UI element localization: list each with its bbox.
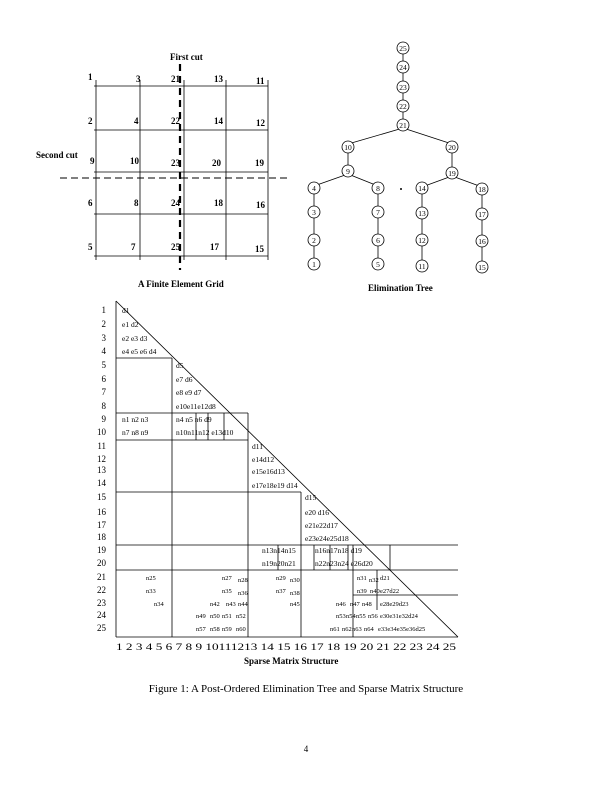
svg-text:6: 6 (88, 198, 93, 208)
svg-text:13: 13 (418, 209, 426, 218)
svg-text:11: 11 (418, 262, 426, 271)
svg-text:e30e31e32d24: e30e31e32d24 (380, 613, 418, 620)
figure-caption: Figure 1: A Post-Ordered Elimination Tree and Sparse Matrix Structure (148, 683, 464, 695)
svg-text:12: 12 (418, 236, 426, 245)
svg-text:n36: n36 (238, 590, 248, 597)
row20-left: n19n20n21 (262, 559, 296, 568)
svg-text:2: 2 (312, 236, 316, 245)
blk1-row2: e1 d2 (122, 320, 139, 329)
svg-text:1: 1 (88, 72, 93, 82)
tree-node-14 (416, 182, 428, 194)
svg-text:14: 14 (97, 478, 106, 488)
blk3-row2: e14d12 (252, 455, 275, 464)
blk4-row2: e20 d16 (305, 508, 329, 517)
svg-text:n62: n62 (342, 626, 352, 633)
svg-text:9: 9 (90, 156, 95, 166)
svg-text:23: 23 (97, 598, 106, 608)
tree-node-9 (342, 165, 354, 177)
svg-text:e27d22: e27d22 (380, 588, 400, 595)
first-cut-label: First cut (170, 52, 203, 62)
svg-text:15: 15 (255, 244, 264, 254)
svg-text:n57: n57 (196, 626, 206, 633)
svg-text:15: 15 (97, 492, 106, 502)
tree-node-17 (476, 208, 488, 220)
svg-text:5: 5 (88, 242, 93, 252)
svg-text:17: 17 (210, 242, 219, 252)
blk3-row4: e17e18e19 d14 (252, 481, 298, 490)
svg-text:7: 7 (131, 242, 136, 252)
svg-text:1: 1 (312, 260, 316, 269)
svg-text:n25: n25 (146, 575, 156, 582)
page-number: 4 (303, 744, 309, 754)
svg-text:n53: n53 (336, 613, 346, 620)
tree-node-10 (342, 141, 354, 153)
blk1-row4: e4 e5 e6 d4 (122, 347, 157, 356)
svg-text:n27: n27 (222, 575, 232, 582)
tree-node-25 (397, 42, 409, 54)
svg-text:8: 8 (134, 198, 139, 208)
svg-text:5: 5 (376, 260, 380, 269)
row20-right: n22n23n24 e26d20 (315, 559, 373, 568)
matrix-title: Sparse Matrix Structure (244, 656, 339, 666)
svg-text:n55: n55 (356, 613, 366, 620)
svg-text:n30: n30 (290, 577, 300, 584)
svg-text:n35: n35 (222, 588, 232, 595)
svg-text:9: 9 (101, 414, 106, 424)
matrix-entries (122, 306, 373, 568)
tree-node-21 (397, 119, 409, 131)
blk4-row3: e21e22d17 (305, 521, 338, 530)
matrix-column-labels: 1 2 3 4 5 6 7 8 9 10111213 14 15 16 17 18 19 20 21 22 23 24 25 (116, 643, 457, 653)
svg-text:15: 15 (478, 263, 486, 272)
svg-text:18: 18 (478, 185, 486, 194)
svg-text:21: 21 (399, 121, 407, 130)
svg-text:10: 10 (130, 156, 139, 166)
row10-left: n7 n8 n9 (122, 428, 149, 437)
svg-text:n51: n51 (222, 613, 232, 620)
svg-text:n37: n37 (276, 588, 286, 595)
tree-node-20 (446, 141, 458, 153)
tree-node-5 (372, 258, 384, 270)
tree-node-7 (372, 206, 384, 218)
tree-node-2 (308, 234, 320, 246)
tree-node-4 (308, 182, 320, 194)
svg-text:8: 8 (101, 401, 106, 411)
svg-text:6: 6 (101, 374, 106, 384)
svg-text:16: 16 (256, 200, 265, 210)
matrix-frame (116, 301, 458, 637)
svg-text:16: 16 (478, 237, 486, 246)
blk1-row1: d1 (122, 306, 130, 315)
grid-node-labels (88, 72, 266, 254)
svg-text:n44: n44 (238, 601, 248, 608)
tree-title: Elimination Tree (368, 283, 433, 293)
blk2-row1: d5 (176, 361, 184, 370)
svg-text:n47: n47 (350, 601, 360, 608)
svg-text:n49: n49 (196, 613, 206, 620)
svg-text:6: 6 (376, 236, 380, 245)
tree-node-16 (476, 235, 488, 247)
second-cut-label: Second cut (36, 150, 78, 160)
svg-text:19: 19 (97, 545, 106, 555)
svg-text:20: 20 (448, 143, 456, 152)
svg-text:22: 22 (171, 116, 180, 126)
blk2-row2: e7 d6 (176, 375, 193, 384)
tree-node-19 (446, 167, 458, 179)
svg-text:3: 3 (136, 74, 141, 84)
tree-node-18 (476, 183, 488, 195)
svg-text:n32: n32 (369, 577, 379, 584)
svg-text:1: 1 (101, 305, 106, 315)
svg-text:2: 2 (88, 116, 93, 126)
svg-text:n38: n38 (290, 590, 300, 597)
svg-text:20: 20 (97, 558, 106, 568)
tree-node-24 (397, 61, 409, 73)
svg-text:n54: n54 (346, 613, 356, 620)
svg-text:9: 9 (346, 167, 350, 176)
blk2-row4: e10e11e12d8 (176, 402, 216, 411)
svg-text:22: 22 (399, 102, 407, 111)
svg-text:23: 23 (171, 158, 180, 168)
svg-text:16: 16 (97, 507, 106, 517)
blk2-row3: e8 e9 d7 (176, 388, 202, 397)
svg-text:14: 14 (418, 184, 426, 193)
svg-text:11: 11 (256, 76, 265, 86)
svg-text:20: 20 (212, 158, 221, 168)
svg-text:e33e34e35e36d25: e33e34e35e36d25 (378, 626, 426, 633)
svg-text:8: 8 (376, 184, 380, 193)
svg-text:n31: n31 (357, 575, 367, 582)
svg-text:d21: d21 (380, 575, 390, 582)
svg-text:7: 7 (376, 208, 380, 217)
svg-text:21: 21 (171, 74, 180, 84)
blk4-row1: d15 (305, 493, 317, 502)
blk4-row4: e23e24e25d18 (305, 534, 349, 543)
svg-text:n60: n60 (236, 626, 246, 633)
tree-node-8 (372, 182, 384, 194)
svg-text:n43: n43 (226, 601, 236, 608)
svg-text:12: 12 (256, 118, 265, 128)
svg-text:24: 24 (97, 610, 106, 620)
tree-dot (400, 188, 402, 190)
svg-text:10: 10 (344, 143, 352, 152)
svg-text:n46: n46 (336, 601, 346, 608)
svg-text:n56: n56 (368, 613, 378, 620)
tree-node-6 (372, 234, 384, 246)
svg-text:18: 18 (214, 198, 223, 208)
tree-node-12 (416, 234, 428, 246)
svg-text:23: 23 (399, 83, 407, 92)
svg-text:13: 13 (214, 74, 223, 84)
row19-left: n13n14n15 (262, 546, 296, 555)
svg-text:e28e29d23: e28e29d23 (380, 601, 409, 608)
matrix-lower-entries (146, 575, 425, 633)
svg-text:10: 10 (97, 427, 106, 437)
elimination-tree-edges (314, 48, 482, 266)
blk3-row1: d11 (252, 442, 263, 451)
svg-text:n58: n58 (210, 626, 220, 633)
row19-right: n16n17n18 d19 (315, 546, 362, 555)
svg-text:12: 12 (97, 454, 106, 464)
row9-left: n1 n2 n3 (122, 415, 149, 424)
svg-text:n34: n34 (154, 601, 164, 608)
svg-text:17: 17 (478, 210, 486, 219)
svg-text:3: 3 (312, 208, 316, 217)
svg-text:19: 19 (448, 169, 456, 178)
svg-text:18: 18 (97, 532, 106, 542)
svg-text:n42: n42 (210, 601, 220, 608)
tree-node-1 (308, 258, 320, 270)
svg-text:n40: n40 (370, 588, 380, 595)
svg-text:5: 5 (101, 360, 106, 370)
blk1-row3: e2 e3 d3 (122, 334, 148, 343)
svg-text:17: 17 (97, 520, 106, 530)
svg-text:7: 7 (101, 387, 106, 397)
svg-text:22: 22 (97, 585, 106, 595)
svg-text:n39: n39 (357, 588, 367, 595)
tree-node-15 (476, 261, 488, 273)
tree-node-11 (416, 260, 428, 272)
svg-text:24: 24 (171, 198, 180, 208)
svg-text:n52: n52 (236, 613, 246, 620)
svg-text:25: 25 (399, 44, 407, 53)
svg-text:19: 19 (255, 158, 264, 168)
svg-text:2: 2 (101, 319, 106, 329)
tree-node-23 (397, 81, 409, 93)
svg-text:4: 4 (312, 184, 316, 193)
svg-text:21: 21 (97, 572, 106, 582)
row9-right: n4 n5 n6 d9 (176, 415, 212, 424)
svg-text:n61: n61 (330, 626, 340, 633)
svg-text:4: 4 (134, 116, 139, 126)
matrix-row-labels (97, 305, 107, 633)
tree-node-13 (416, 207, 428, 219)
svg-text:n64: n64 (364, 626, 374, 633)
svg-text:11: 11 (97, 441, 106, 451)
svg-text:n59: n59 (222, 626, 232, 633)
svg-text:4: 4 (101, 346, 106, 356)
blk3-row3: e15e16d13 (252, 467, 285, 476)
svg-text:n50: n50 (210, 613, 220, 620)
svg-text:25: 25 (171, 242, 180, 252)
tree-node-22 (397, 100, 409, 112)
elimination-tree-nodes (308, 42, 488, 273)
svg-text:n28: n28 (238, 577, 248, 584)
svg-text:n29: n29 (276, 575, 286, 582)
svg-text:n45: n45 (290, 601, 300, 608)
row10-right: n10n11n12 e13d10 (176, 428, 234, 437)
svg-text:25: 25 (97, 623, 106, 633)
svg-text:24: 24 (399, 63, 407, 72)
svg-text:n48: n48 (362, 601, 372, 608)
svg-text:n33: n33 (146, 588, 156, 595)
svg-text:13: 13 (97, 465, 106, 475)
svg-text:14: 14 (214, 116, 223, 126)
tree-node-3 (308, 206, 320, 218)
svg-text:n63: n63 (352, 626, 362, 633)
grid-title: A Finite Element Grid (138, 279, 224, 289)
svg-text:3: 3 (101, 333, 106, 343)
